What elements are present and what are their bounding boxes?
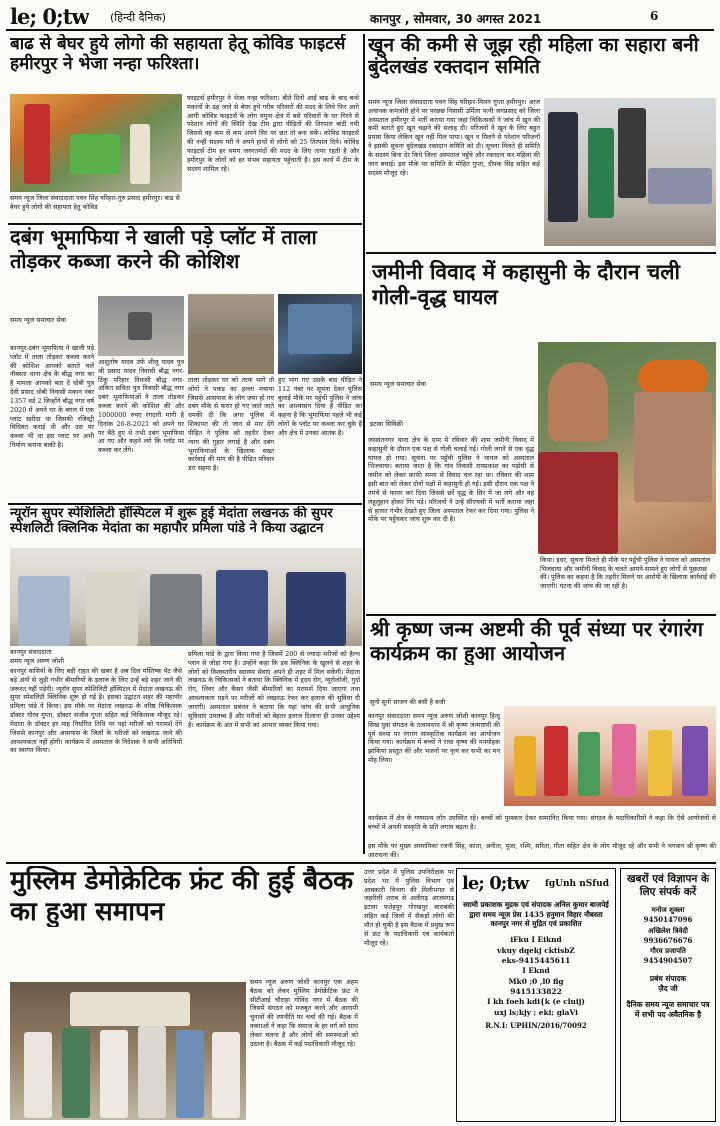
hospital-photo-person-2 xyxy=(86,572,138,646)
hospital-headline: न्यूरॉन सुपर स्पेशिलिटी हॉस्पिटल में शुरू हुई मेदांता लखनऊ की सुपर स्पेशलिटी क्लिनिक मेदांता का महापौर प्रमिला पांडे ने किया उद्घाटन xyxy=(10,506,333,537)
firing-body: जसवंतनगर थाना क्षेत्र के ग्राम में रविवार की शाम जमीनी विवाद में कहासुनी के दौरान एक पक्ष से गोली चलाई गई। गोली लगने से एक वृद्ध घायल हो गया। सूचना पर पहुँची पुलिस ने घायल को अस्पताल भिजवाया। बताया जाता है कि गांव निवासी रामप्रकाश का पड़ोसी से जमीन को लेकर काफी समय से विवाद चल रहा था। रविवार की शाम इसी बात को लेकर दोनों पक्षों में कहासुनी हो गई। इसी दौरान एक पक्ष ने तमंचे से फायर कर दिया जिससे छर्रे वृद्ध के सिर में जा लगे और वह लहूलुहान होकर गिर पड़े। परिजनों ने उन्हें सीएचसी में भर्ती कराया जहां से हालत गंभीर देखते हुए जिला अस्पताल रेफर कर दिया गया। पुलिस ने मौके पर पहुँचकर जांच शुरू कर दी है। xyxy=(368,436,534,524)
rule-right-1 xyxy=(366,252,716,254)
imprint-text: स्वामी प्रकाशक मुद्रक एवं संपादक अनिल कुमार बाजपेई द्वारा समय न्यूज प्रेस 1435 हनुमान विहार नौबस्ता कानपुर नगर से मुद्रित एवं प्रकाशित xyxy=(463,900,609,929)
contact-phone: 9454904507 xyxy=(643,955,693,965)
paper-type: (हिन्दी दैनिक) xyxy=(110,11,167,24)
imprint-line: uxj ls;kjy ; eki; glaVi xyxy=(494,1007,578,1017)
muslim-photo-person-1 xyxy=(24,1032,52,1118)
dabang-col-3: ताला तोड़कर घर को तरफ भागे तो लोगों ने पकड़ का हल्ला मचाया जिससे आसपास के लोग जमा हो गए दबंग मौके से फरार हो गए जाते जाते धमकी दी कि अगर पुलिस में शिकायत की तो जान से मार देंगे पीड़ित ने पुलिस को तहरीर देकर न्याय की गुहार लगाई है और दबंग भूमाफियाओं के खिलाफ सख्त कार्रवाई की मांग की है पीड़ित परिवार डरा सहमा है। xyxy=(188,376,274,473)
muslim-col-2: उत्तर प्रदेश में पुलिस उपनिरीक्षक पर प्रदेश भर में पुलिस विभाग एवं आबकारी विभाग की मिलीभगत से जहरीली शराब से अलीगढ़ आजमगढ़ इटावा फतेहपुर गोरखपुर बाराबंकी सहित कई जिलों में सैकड़ों लोगों की मौत हो चुकी है इस बैठक में प्रमुख रूप से फ्रंट के पदाधिकारी एवं कार्यकर्ता मौजूद रहे। xyxy=(364,868,454,947)
contact-name: मनोज शुक्ला xyxy=(651,905,685,915)
blood-photo-person-2 xyxy=(588,128,614,218)
dabang-photo-3 xyxy=(278,294,362,374)
dabang-photo-2 xyxy=(188,294,274,374)
dabang-col-4: हुए भाग गए उसके बाद पीड़ित ने 112 नंबर पर सूचना देकर पुलिस बुलाई मौके पर पहुँची पुलिस ने जांच का आश्वासन दिया है पीड़ित का कहना है कि भूमाफिया पहले भी कई लोगों के प्लॉट पर कब्जा कर चुके हैं और क्षेत्र में उनका आतंक है। xyxy=(278,376,362,437)
rule-left-1 xyxy=(8,223,362,225)
hospital-photo-person-3 xyxy=(150,574,202,646)
krishna-photo-child-3 xyxy=(578,732,600,796)
flood-photo-person xyxy=(24,104,50,184)
imprint-line: I kh foeh kdi{k (e cluij) xyxy=(487,997,585,1007)
imprint-line: I Eknd xyxy=(522,966,550,976)
dabang-headline: दबंग भूमाफिया ने खाली पड़े प्लॉट में ताला तोड़कर कब्जा करने की कोशिश xyxy=(10,226,317,273)
imprint-line: iFku I Eiknd xyxy=(510,935,562,945)
krishna-photo-child-1 xyxy=(514,736,536,796)
firing-headline: जमीनी विवाद में कहासुनी के दौरान चली गोली-वृद्ध घायल xyxy=(372,260,680,309)
krishna-photo xyxy=(504,706,716,806)
hospital-photo xyxy=(10,548,362,646)
muslim-photo-person-4 xyxy=(138,1026,166,1118)
rule-full xyxy=(6,862,716,864)
masthead xyxy=(6,4,714,28)
muslim-headline: मुस्लिम डेमोक्रेटिक फ्रंट की हुई बैठक का हुआ समापन xyxy=(10,866,354,927)
blood-photo-person-1 xyxy=(548,112,578,222)
hospital-photo-person-4 xyxy=(216,570,268,646)
dabang-photo-1 xyxy=(98,296,184,356)
ad-mgr-name: ज़ैद जी xyxy=(658,984,678,994)
imprint-box xyxy=(456,868,616,1122)
muslim-photo-person-2 xyxy=(62,1028,90,1118)
hospital-col-1: कानपुर वासियों के लिए बड़ी राहत की खबर है अब दिल मस्तिष्क पेट जैसे बड़े अंगों से जुड़ी गंभीर बीमारियों के इलाज के लिए उन्हें बड़े शहर जाने की जरूरत नहीं पड़ेगी। न्यूरॉन सुपर स्पेशिलिटी हॉस्पिटल में मेदांता लखनऊ की सुपर स्पेशलिटी क्लिनिक शुरू हो गई है। इसका उद्घाटन शहर की महापौर प्रमिला पांडे ने किया। इस मौके पर मेदांता लखनऊ के वरिष्ठ चिकित्सक डॉक्टर गौरव गुप्ता, डॉक्टर संजीव गुप्ता सहित कई चिकित्सक मौजूद रहे। मेदांता के डॉक्टर हर माह निर्धारित तिथि पर यहां मरीजों को परामर्श देंगे जिससे कानपुर और आसपास के जिलों के मरीजों को लखनऊ जाने की आवश्यकता नहीं होगी। कार्यक्रम में अस्पताल के निदेशक ने सभी अतिथियों का स्वागत किया। xyxy=(10,667,182,755)
dabang-photo-lock xyxy=(128,312,152,340)
firing-caption: किया। इधर, सूचना मिलते ही मौके पर पहुँची पुलिस ने घायल को अस्पताल भिजवाया और जमीनी विवाद के चलते आमने-सामने हुए लोगों से पूछताछ की। पुलिस का कहना है कि तहरीर मिलने पर आरोपी के खिलाफ कार्रवाई की जाएगी। घटना की जांच की जा रही है। xyxy=(540,556,716,590)
ad-footer: दैनिक समय न्यूज समाचार पत्र में सभी पद अवैतनिक है xyxy=(626,1000,710,1019)
krishna-col-1: कानपुर संवाददाता समय न्यूज अरुण जोशी कानपुर हिन्दू सिख युवा संगठन के तत्वावधान में श्री कृष्ण जन्माष्टमी की पूर्व संध्या पर रंगारंग सांस्कृतिक कार्यक्रम का आयोजन किया गया। कार्यक्रम में बच्चों ने राधा कृष्ण की मनमोहक झांकियां प्रस्तुत कीं और भजनों पर नृत्य कर सभी का मन मोह लिया। xyxy=(368,712,500,765)
krishna-photo-child-2 xyxy=(544,726,568,796)
rule-left-2 xyxy=(8,503,362,505)
firing-photo-man-2 xyxy=(634,392,712,502)
muslim-photo-person-5 xyxy=(176,1030,204,1118)
blood-body: समय न्यूज जिला संवाददाता पवन सिंह परिहार-मिलन गुप्ता हमीरपुर। आज अचानक कमजोरी होने पर परछछ निवासी उर्मिला पत्नी जगप्रसाद को जिला अस्पताल हमीरपुर में भर्ती कराया गया जहां चिकित्सकों ने जांच में खून की कमी बताते हुए खून चढ़ाने की सलाह दी। परिजनों ने खून के लिए बहुत प्रयास किया लेकिन खून नहीं मिल पाया। खून न मिलने से परेशान परिजनों ने इसकी सूचना बुंदेलखंड रक्तदान समिति को दी। सूचना मिलते ही समिति के सदस्य बिना देर किये जिला अस्पताल पहुँचे और रक्तदान कर महिला की जान बचाई। इस मौके पर समिति के मोहित गुप्ता, दीपक सिंह सहित कई सदस्य मौजूद रहे। xyxy=(368,98,540,177)
flood-headline: बाढ से बेघर हुये लोगो की सहायता हेतू कोविड फाइटर्स हमीरपुर ने भेजा नन्हा फरिश्ता। xyxy=(10,34,346,75)
muslim-photo-person-3 xyxy=(100,1030,128,1118)
krishna-photo-child-4 xyxy=(612,724,636,796)
ad-mgr-role: प्रबंध संपादक xyxy=(649,974,687,984)
flood-body: फाइटर्स हमीरपुर ने भेजा नन्हा फरिश्ता। बीते दिनों आई बाढ के बाद बन्धे मकानों के ढह जाने से बेघर हुये गरीब परिवारों की मदद के लिये फिर आगे आयी कोविड फाइटर्स के लोग यमुना क्षेत्र में बसे परिवारों के घर गिरने से परेशान लोगों की स्थिति देख टीम द्वारा पीड़ितों की तिरपाल बांटी गयी जिससे वह कम से कम अपने सिर पर छत तो बना सकें। कोविड फाइटर्स की नन्ही सदस्य परी ने अपने हाथों से लोगो को 25 तिरपाल दिये। कोविड फाइटर्स टीम हर समय जरुरतमंदों की मदद के लिए तत्पर रहती है और हमीरपुर के लोगों को हर संभव सहायता पहुँचाती है। इस कार्य में टीम के सदस्य शामिल रहे। xyxy=(187,94,359,173)
firing-sub: इटावा सिविक्री xyxy=(370,420,404,428)
krishna-photo-caption: सुनो सुनो साजन की बंसी है बजी xyxy=(370,698,446,706)
imprint-label: fgUnh nSfud xyxy=(545,879,609,889)
firing-photo-turban xyxy=(638,360,708,396)
contact-name: अखिलेश त्रिवेदी xyxy=(648,925,688,935)
ad-box xyxy=(620,868,716,1122)
blood-headline: खून की कमी से जूझ रही महिला का सहारा बनी बुंदेलखंड रक्तदान समिति xyxy=(368,34,699,79)
masthead-rule xyxy=(6,29,714,31)
hospital-byline-2: समय न्यूज अरुण जोशी xyxy=(10,657,64,665)
krishna-col-2: कार्यक्रम में क्षेत्र के गणमान्य लोग उपस्थित रहे। बच्चों को पुरस्कार देकर सम्मानित किया गया। संगठन के पदाधिकारियों ने कहा कि ऐसे आयोजनों से बच्चों में अपनी संस्कृति के प्रति लगाव बढ़ता है। xyxy=(368,814,716,831)
flood-photo-child xyxy=(130,124,150,184)
dabang-col-2: आशुतोष यादव उर्फ शीलू यादव पुत्र श्री प्रसाद यादव निवासी बौद्ध नगर- टिंकू परिहार निवासी बौद्ध नगर- अंकित सविता पुत्र निवासी बौद्ध नगर दबंग भूमाफियाओं ने ताला तोड़कर कब्जा करने की कोशिश की और 1000000 रुपए रंगदारी मांगी है दिनांक 26-8-2021 को अपने घर पर बैठे हुए थे तभी दबंग भूमाफिया आ गए और कहने लगे कि प्लॉट पर कब्जा कर लेंगे। xyxy=(98,358,184,455)
imprint-rni: R.N.I: UPHIN/2016/70092 xyxy=(485,1021,587,1031)
contact-phone: 9936676676 xyxy=(643,935,693,945)
firing-photo-shirt xyxy=(538,452,618,554)
flood-photo-tarpaulin xyxy=(70,134,120,174)
krishna-headline: श्री कृष्ण जन्म अष्टमी की पूर्व संध्या पर रंगारंग कार्यक्रम का हुआ आयोजन xyxy=(370,618,704,665)
dabang-photo-wall xyxy=(188,334,274,374)
hospital-photo-person-5 xyxy=(286,572,346,646)
muslim-photo xyxy=(10,982,246,1120)
krishna-photo-child-5 xyxy=(648,730,672,796)
imprint-logo: le; 0;tw xyxy=(462,873,529,894)
muslim-photo-banner xyxy=(70,992,190,1026)
hospital-col-2: प्रमिला पांडे के द्वारा किया गया है जिसमें 200 से ज्यादा मरीजों को हैल्थ प्लान से जोड़ा गया है। उन्होंने कहा कि इस क्लिनिक के खुलने से शहर के लोगों को विश्वस्तरीय स्वास्थ्य सेवाएं अपने ही शहर में मिल सकेंगी। मेदांता लखनऊ के चिकित्सकों ने बताया कि क्लिनिक में हृदय रोग, न्यूरोलॉजी, गुर्दा रोग, लिवर और कैंसर जैसी बीमारियों का परामर्श दिया जाएगा तथा आवश्यकता पड़ने पर मरीजों को लखनऊ रेफर कर इलाज की सुविधा दी जाएगी। अस्पताल प्रबंधन ने बताया कि यहां जांच की सभी आधुनिक सुविधाएं उपलब्ध हैं और मरीजों को बेहतर इलाज दिलाना ही उनका उद्देश्य है। कार्यक्रम के अंत में सभी का आभार व्यक्त किया गया। xyxy=(188,650,360,729)
krishna-photo-child-6 xyxy=(682,726,708,796)
blood-photo-donor xyxy=(648,168,712,204)
imprint-line: Mk0 ;0 ,l0 flg xyxy=(508,976,564,986)
muslim-col-1: समय न्यूज अरुण जोशी कानपुर एक अहम बैठक को लेकर मुस्लिम डेमोक्रेटिक फ्रंट ने सीटीआई चौराहा गोविंद नगर में बैठक की जिसमें संगठन को मजबूत करने और आगामी चुनावों की रणनीति पर चर्चा की गई। बैठक में वक्ताओं ने कहा कि समाज के हर वर्ग को साथ लेकर चलना है और लोगों की समस्याओं को उठाना है। बैठक में कई पदाधिकारी मौजूद रहे। xyxy=(250,978,358,1048)
hospital-byline-1: कानपुर संवाददाता xyxy=(10,648,52,656)
firing-photo-man-1 xyxy=(548,362,608,442)
firing-byline: समय न्यूज समाचार सेवा xyxy=(370,380,426,388)
column-divider xyxy=(363,34,365,854)
contact-phone: 9450147096 xyxy=(643,915,693,925)
krishna-footer: इस मौके पर मुख्य अध्यापिका रजनी सिंह, कांता, अनीता, पूजा, रश्मि, सरिता, गीता सहित क्षेत्र के लोग मौजूद रहे और सभी ने भगवान श्री कृष्ण की आराधना की। xyxy=(368,842,716,859)
blood-photo xyxy=(544,98,716,246)
dabang-photo-screen xyxy=(288,304,352,354)
hospital-photo-person-1 xyxy=(18,576,70,646)
imprint-line: eks-9415445611 xyxy=(501,955,571,965)
imprint-line: 9415133822 xyxy=(510,986,562,996)
blood-photo-person-3 xyxy=(618,108,646,198)
firing-photo xyxy=(538,342,716,554)
city-date: कानपुर , सोमवार, 30 अगस्त 2021 xyxy=(370,12,542,26)
rule-right-2 xyxy=(366,614,716,616)
imprint-line: vkuy dqekj cktisbZ xyxy=(497,945,575,955)
contact-name: गौरव प्रजापति xyxy=(650,945,686,955)
ad-contacts xyxy=(625,905,711,966)
imprint-lines xyxy=(462,935,610,1018)
ad-title: खबरों एवं विज्ञापन के लिए संपर्क करें xyxy=(626,873,710,899)
dabang-byline: समय न्यूज समाचार सेवा xyxy=(10,316,66,324)
flood-photo xyxy=(10,94,182,192)
masthead-logo: le; 0;tw xyxy=(10,4,89,28)
dabang-col-1: कानपुर-दबंग भूमाफिया ने खाली पड़े प्लॉट में ताला तोड़कर कब्जा करने की कोशिश आपको बताते चलें नौबस्ता थाना क्षेत्र के बौद्ध नगर का है मामला आपको बता दें धोबी पुत्र देवी प्रसाद धोबी निवासी मकान नंबर 1357 वर्ड 2 जिन्होंने बौद्ध नगर वर्ष 2020 में अपने घर के बगल में एक प्लाट खरीदा था जिसकी रजिस्ट्री विधिवत कराई थी और उस पर कब्जा भी था इस प्लाट पर अभी निर्माण कराना बाकी है। xyxy=(10,344,94,450)
flood-caption: समय न्यूज जिला संवाददाता पवन सिंह परिहार-गुरु प्रसाद हमीरपुर। बाढ से बेघर हुये लोगो की सहायता हेतु कोविड xyxy=(10,194,180,211)
page-number: 6 xyxy=(650,9,659,23)
muslim-photo-person-6 xyxy=(212,1032,240,1118)
